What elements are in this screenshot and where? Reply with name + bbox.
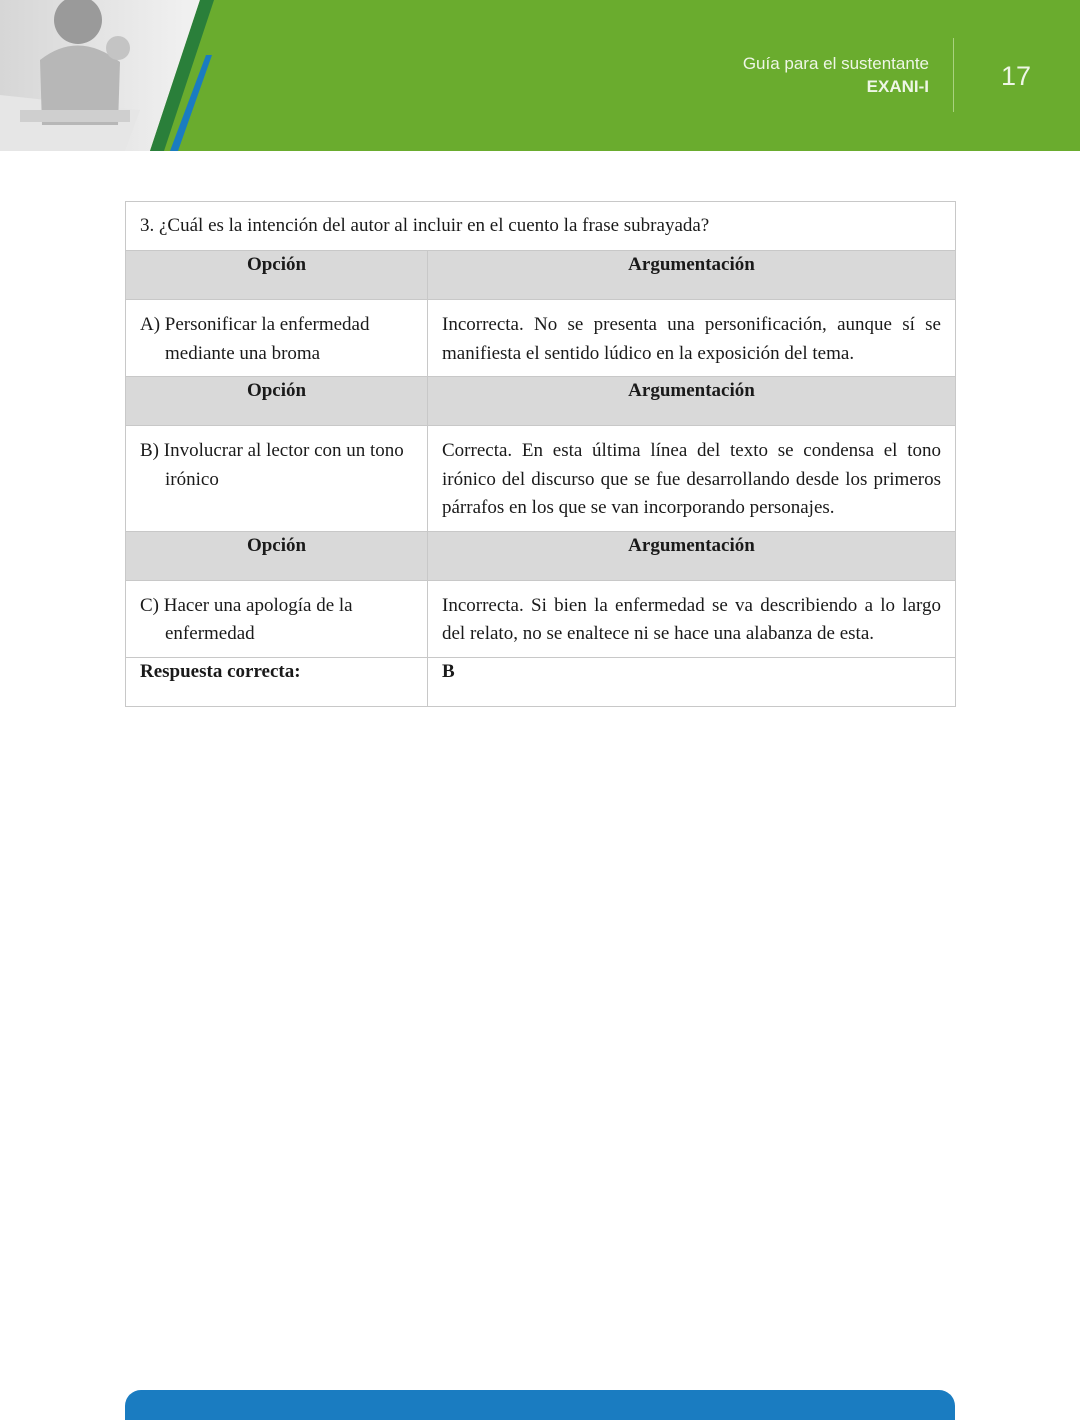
header-divider bbox=[953, 38, 954, 112]
page-number: 17 bbox=[1001, 61, 1032, 91]
answer-label: Respuesta correcta: bbox=[126, 657, 428, 706]
page-header bbox=[0, 0, 1080, 151]
exam-title: EXANI-I bbox=[866, 77, 929, 96]
argument-b: Correcta. En esta última línea del texto se condensa el tono irónico del discurso que se fue desarrollando desde los primeros párrafos en los que se van incorporando personajes. bbox=[428, 426, 956, 532]
argument-c: Incorrecta. Si bien la enfermedad se va describiendo a lo largo del relato, no se enaltece ni se hace una alabanza de esta. bbox=[428, 580, 956, 657]
table-row bbox=[126, 580, 956, 657]
table-header-row bbox=[126, 377, 956, 426]
guide-subtitle: Guía para el sustentante bbox=[742, 54, 929, 73]
footer-bar bbox=[125, 1390, 955, 1420]
option-header: Opción bbox=[126, 531, 428, 580]
table-row bbox=[126, 300, 956, 377]
question-row bbox=[126, 202, 956, 251]
answer-row bbox=[126, 657, 956, 706]
argument-header: Argumentación bbox=[428, 377, 956, 426]
option-a: A) Personificar la enfermedad mediante una broma bbox=[140, 314, 370, 364]
option-b: B) Involucrar al lector con un tono irónico bbox=[140, 440, 404, 490]
answer-value: B bbox=[428, 657, 956, 706]
option-c: C) Hacer una apología de la enfermedad bbox=[140, 594, 353, 644]
question-text: 3. ¿Cuál es la intención del autor al incluir en el cuento la frase subrayada? bbox=[126, 202, 956, 251]
option-header: Opción bbox=[126, 377, 428, 426]
answer-table bbox=[125, 201, 956, 707]
table-header-row bbox=[126, 531, 956, 580]
option-header: Opción bbox=[126, 251, 428, 300]
argument-header: Argumentación bbox=[428, 531, 956, 580]
argument-a: Incorrecta. No se presenta una personificación, aunque sí se manifiesta el sentido lúdico en la exposición del tema. bbox=[428, 300, 956, 377]
header-text bbox=[743, 53, 929, 99]
table-header-row bbox=[126, 251, 956, 300]
argument-header: Argumentación bbox=[428, 251, 956, 300]
table-row bbox=[126, 426, 956, 532]
